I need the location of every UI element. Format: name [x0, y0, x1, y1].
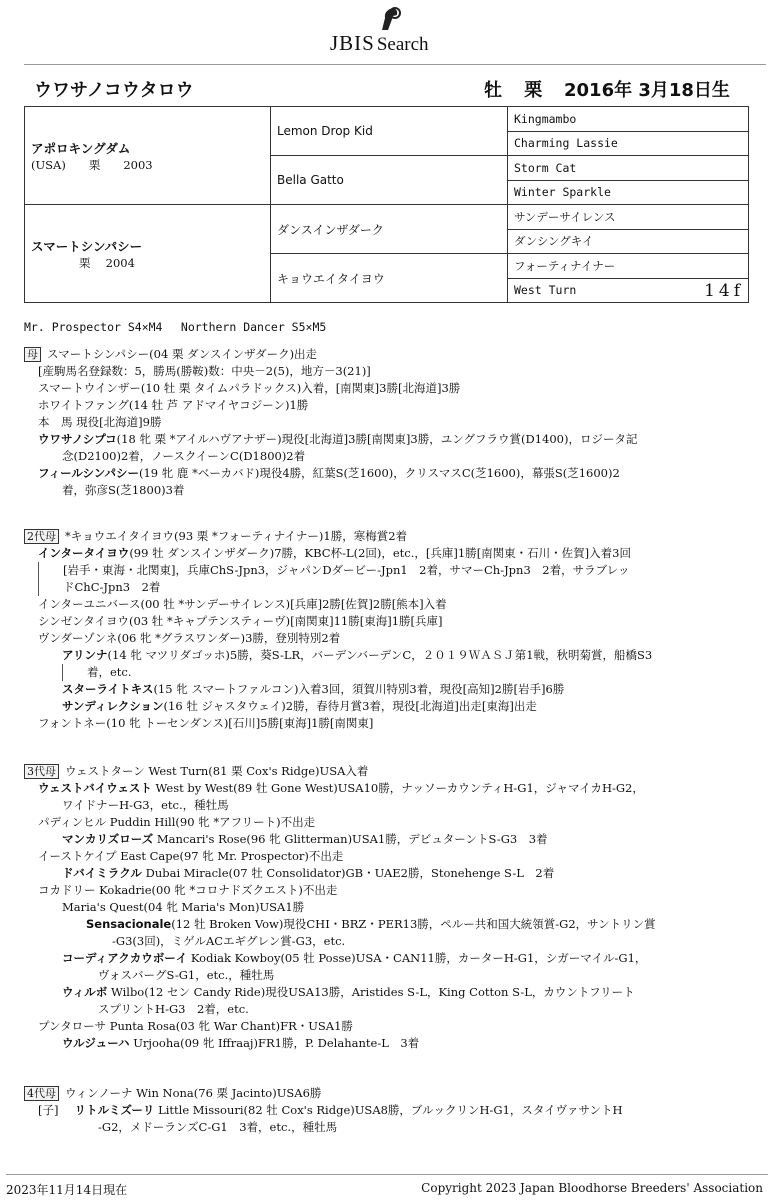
- little-missouri-cont: -G2，メドーランズC-G1 3着，etc.，種牡馬: [98, 1120, 338, 1134]
- logo-search-text: Search: [376, 34, 429, 55]
- inter-taiyou[interactable]: [24, 545, 764, 562]
- fourth-dam-section: [24, 1085, 764, 1136]
- kodiak-kowboy-cont: ヴォスバーグS-G1，etc.，種牡馬: [98, 968, 275, 982]
- sun-direction-name: サンディレクション: [62, 699, 164, 713]
- pedigree-gen3-3[interactable]: Storm Cat: [508, 156, 749, 181]
- inter-taiyou-cont2: ドChC-Jpn3 2着: [38, 579, 764, 596]
- puddin-hill[interactable]: パディンヒル Puddin Hill(90 牝 *アフリート)不出走: [38, 815, 316, 829]
- pedigree-sire[interactable]: [25, 107, 271, 205]
- little-missouri-info: Little Missouri(82 牡 Cox's Ridge)USA8勝，ブルックリンH-G1，スタイヴァサントH: [154, 1103, 623, 1117]
- second-dam-head: *キョウエイタイヨウ(93 栗 *フォーティナイナー)1勝，寒梅賞2着: [65, 529, 408, 543]
- arinna-info: (14 牝 マツリダゴッホ)5勝，葵S-LR，バーデンバーデンC，２０１９ＷＡＳＪ第1戦，秋明菊賞，船橋S3: [107, 648, 653, 662]
- dubai-miracle[interactable]: [24, 865, 764, 882]
- kodiak-kowboy-name: コーディアクカウボーイ: [62, 951, 188, 965]
- dubai-miracle-name: ドバイミラクル: [62, 866, 142, 880]
- horse-sex-color: 牡 栗: [484, 80, 551, 101]
- urjooha-name: ウルジューハ: [62, 1036, 130, 1050]
- wilbo-info: Wilbo(12 セン Candy Ride)現役USA13勝，Aristides S-L，King Cotton S-L，カウントフリート: [107, 985, 635, 999]
- east-cape[interactable]: イーストケイプ East Cape(97 牝 Mr. Prospector)不出走: [38, 849, 344, 863]
- pedigree-gen2-2[interactable]: Bella Gatto: [271, 156, 508, 205]
- offspring-4-info: (19 牝 鹿 *ベーカバド)現役4勝，紅葉S(芝1600)，クリスマスC(芝1600)，幕張S(芝1600)2: [138, 466, 620, 480]
- pedigree-dam[interactable]: [25, 205, 271, 303]
- offspring-4[interactable]: [24, 465, 764, 482]
- dam-head: スマートシンパシー(04 栗 ダンスインザダーク)出走: [47, 347, 318, 361]
- horse-title-row: [34, 76, 734, 102]
- kokadrie[interactable]: コカドリー Kokadrie(00 牝 *コロナドズクエスト)不出走: [38, 883, 338, 897]
- offspring-4-name: フィールシンパシー: [38, 466, 139, 480]
- mancaris-rose[interactable]: [24, 831, 764, 848]
- dubai-miracle-info: Dubai Miracle(07 牡 Consolidator)GB・UAE2勝，Stonehenge S-L 2着: [141, 866, 555, 880]
- pedigree-gen3-1[interactable]: Kingmambo: [508, 107, 749, 132]
- footer-date: 2023年11月14日現在: [6, 1183, 128, 1197]
- fontenay[interactable]: フォントネー(10 牝 トーセンダンス)[石川]5勝[東海]1勝[南関東]: [38, 716, 374, 730]
- pedigree-gen3-7[interactable]: フォーティナイナー: [508, 254, 749, 279]
- inbreeding-info: Mr. Prospector S4×M4 Northern Dancer S5×M5: [24, 320, 327, 334]
- pedigree-gen2-4[interactable]: キョウエイタイヨウ: [271, 254, 508, 303]
- offspring-3-info: (18 牝 栗 *アイルハヴアナザー)現役[北海道]3勝[南関東]3勝，ユングフラウ賞(D1400)，ロジータ記: [116, 432, 638, 446]
- dam-name: スマートシンパシー: [31, 238, 143, 254]
- pedigree-table: [24, 106, 749, 303]
- pedigree-gen2-1[interactable]: Lemon Drop Kid: [271, 107, 508, 156]
- sire-name: アポロキングダム: [31, 140, 131, 156]
- little-missouri[interactable]: [24, 1102, 764, 1119]
- pedigree-gen2-3[interactable]: ダンスインザダーク: [271, 205, 508, 254]
- pedigree-gen3-4[interactable]: Winter Sparkle: [508, 180, 749, 205]
- offspring-3[interactable]: [24, 431, 764, 448]
- offspring-3-cont: 念(D2100)2着，ノースクイーンC(D1800)2着: [62, 449, 306, 463]
- horse-birth-date: 2016年 3月18日生: [564, 80, 730, 101]
- logo-jbis-text: JBIS: [330, 31, 375, 55]
- third-dam-section: [24, 763, 764, 1052]
- urjooha[interactable]: [24, 1035, 764, 1052]
- fourth-dam-head: ウィンノーナ Win Nona(76 栗 Jacinto)USA6勝: [65, 1086, 322, 1100]
- shinzen-taiyou[interactable]: シンゼンタイヨウ(03 牡 *キャプテンスティーヴ)[南関東]11勝[東海]1勝[兵庫]: [38, 614, 443, 628]
- west-by-west-name: ウェストバイウェスト: [38, 781, 152, 795]
- sensacionale-info: (12 牡 Broken Vow)現役CHI・BRZ・PER13勝，ペルー共和国大統領賞-G2，サントリン賞: [171, 917, 656, 931]
- inter-taiyou-name: インタータイヨウ: [38, 546, 130, 560]
- wunder-sonne[interactable]: ヴンダーゾンネ(06 牝 *グラスワンダー)3勝，登別特別2着: [38, 631, 341, 645]
- arinna-cont: 着，etc.: [62, 664, 764, 681]
- west-by-west[interactable]: [24, 780, 764, 797]
- offspring-self: 本 馬 現役[北海道]9勝: [38, 415, 162, 429]
- second-dam-tag: 2代母: [24, 529, 59, 544]
- sire-info: (USA) 栗 2003: [31, 157, 153, 172]
- sun-direction[interactable]: [24, 698, 764, 715]
- little-missouri-name: リトルミズーリ: [74, 1103, 155, 1117]
- wilbo-cont: スプリントH-G3 2着，etc.: [98, 1002, 249, 1016]
- inter-universe[interactable]: インターユニバース(00 牡 *サンデーサイレンス)[兵庫]2勝[佐賀]2勝[熊本]入着: [38, 597, 447, 611]
- horse-name: ウワサノコウタロウ: [34, 80, 194, 101]
- west-by-west-info: West by West(89 牡 Gone West)USA10勝，ナッソーカウンティH-G1，ジャマイカH-G2，: [151, 781, 644, 795]
- second-dam-section: [24, 528, 764, 732]
- inter-taiyou-info: (99 牡 ダンスインザダーク)7勝，KBC杯-L(2回)，etc.，[兵庫]1勝[南関東・石川・佐賀]入着3回: [129, 546, 631, 560]
- marias-quest[interactable]: Maria's Quest(04 牝 Maria's Mon)USA1勝: [62, 900, 305, 914]
- inter-taiyou-cont1: [岩手・東海・北関東]，兵庫ChS-Jpn3，ジャパンDダービー-Jpn1 2着，サマーCh-Jpn3 2着，サラブレッ: [38, 562, 764, 579]
- mancaris-rose-info: Mancari's Rose(96 牝 Glitterman)USA1勝，デビュターントS-G3 3着: [153, 832, 548, 846]
- horse-head-icon: [376, 6, 402, 32]
- child-tag: [子]: [38, 1103, 59, 1117]
- site-header: [0, 0, 775, 64]
- arinna[interactable]: [24, 647, 764, 664]
- dam-tag: 母: [24, 347, 41, 362]
- offspring-4-cont: 着，弥彦S(芝1800)3着: [62, 483, 185, 497]
- wilbo[interactable]: [24, 984, 764, 1001]
- footer-divider: [6, 1174, 768, 1175]
- sun-direction-info: (16 牡 ジャスタウェイ)2勝，春待月賞3着，現役[北海道]出走[東海]出走: [163, 699, 537, 713]
- starlight-kiss-info: (15 牝 スマートファルコン)入着3回，須賀川特別3着，現役[高知]2勝[岩手]6勝: [153, 682, 565, 696]
- mancaris-rose-name: マンカリズローズ: [62, 832, 154, 846]
- pedigree-gen3-5[interactable]: サンデーサイレンス: [508, 205, 749, 230]
- punta-rosa[interactable]: プンタローサ Punta Rosa(03 牝 War Chant)FR・USA1勝: [38, 1019, 353, 1033]
- pedigree-gen3-8[interactable]: [508, 278, 749, 303]
- jbis-search-logo[interactable]: [330, 8, 429, 54]
- family-number: 14f: [704, 280, 744, 301]
- gen3-8-name: West Turn: [514, 283, 577, 298]
- dam-stats: [産駒馬名登録数：5，勝馬(勝鞍)数：中央－2(5)，地方－3(21)]: [38, 364, 371, 378]
- sensacionale[interactable]: [24, 916, 764, 933]
- third-dam-head: ウェストターン West Turn(81 栗 Cox's Ridge)USA入着: [65, 764, 369, 778]
- dam-info: 栗 2004: [79, 255, 135, 270]
- dam-section: [24, 346, 764, 499]
- starlight-kiss-name: スターライトキス: [62, 682, 154, 696]
- kodiak-kowboy-info: Kodiak Kowboy(05 牡 Posse)USA・CAN11勝，カーターH-G1，シガーマイル-G1，: [187, 951, 647, 965]
- footer-copyright: Copyright 2023 Japan Bloodhorse Breeders' Association: [421, 1181, 763, 1195]
- third-dam-tag: 3代母: [24, 764, 59, 779]
- pedigree-gen3-2[interactable]: Charming Lassie: [508, 131, 749, 156]
- starlight-kiss[interactable]: [24, 681, 764, 698]
- arinna-name: アリンナ: [62, 648, 108, 662]
- header-divider: [24, 64, 766, 65]
- urjooha-info: Urjooha(09 牝 Iffraaj)FR1勝，P. Delahante-L 3着: [129, 1036, 420, 1050]
- wilbo-name: ウィルボ: [62, 985, 108, 999]
- sensacionale-name: Sensacionale: [86, 917, 172, 931]
- offspring-2[interactable]: ホワイトファング(14 牡 芦 アドマイヤコジーン)1勝: [38, 398, 309, 412]
- west-by-west-cont: ワイドナーH-G3，etc.，種牡馬: [62, 798, 229, 812]
- kodiak-kowboy[interactable]: [24, 950, 764, 967]
- offspring-1[interactable]: スマートウインザー(10 牡 栗 タイムパラドックス)入着，[南関東]3勝[北海道]3勝: [38, 381, 461, 395]
- sensacionale-cont: -G3(3回)，ミゲルACエギグレン賞-G3，etc.: [112, 934, 346, 948]
- pedigree-gen3-6[interactable]: ダンシングキイ: [508, 229, 749, 254]
- fourth-dam-tag: 4代母: [24, 1086, 59, 1101]
- offspring-3-name: ウワサノシプコ: [38, 432, 117, 446]
